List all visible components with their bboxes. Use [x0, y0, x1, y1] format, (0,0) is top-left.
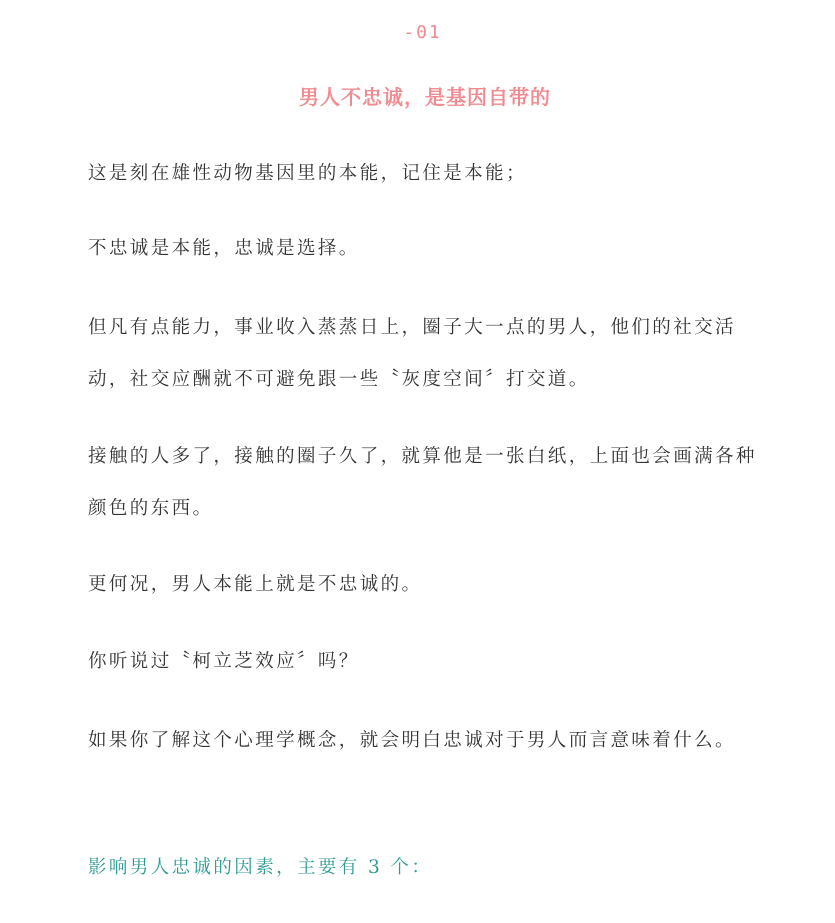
paragraph: 更何况，男人本能上就是不忠诚的。: [88, 574, 423, 595]
paragraph: 但凡有点能力，事业收入蒸蒸日上，圈子大一点的男人，他们的社交活动，社交应酬就不可避免跟一些〝灰度空间〞打交道。: [88, 317, 736, 390]
subheading-paragraph: 影响男人忠诚的因素，主要有 3 个：: [88, 857, 433, 878]
paragraph: 接触的人多了，接触的圈子久了，就算他是一张白纸，上面也会画满各种颜色的东西。: [88, 446, 757, 519]
paragraph: 这是刻在雄性动物基因里的本能，记住是本能；: [88, 163, 527, 184]
section-number: -01: [403, 22, 442, 43]
paragraph: 如果你了解这个心理学概念，就会明白忠诚对于男人而言意味着什么。: [88, 730, 736, 751]
paragraph: 不忠诚是本能，忠诚是选择。: [88, 238, 360, 259]
paragraph: 你听说过〝柯立芝效应〞吗？: [88, 651, 360, 672]
section-title: 男人不忠诚，是基因自带的: [299, 85, 551, 109]
